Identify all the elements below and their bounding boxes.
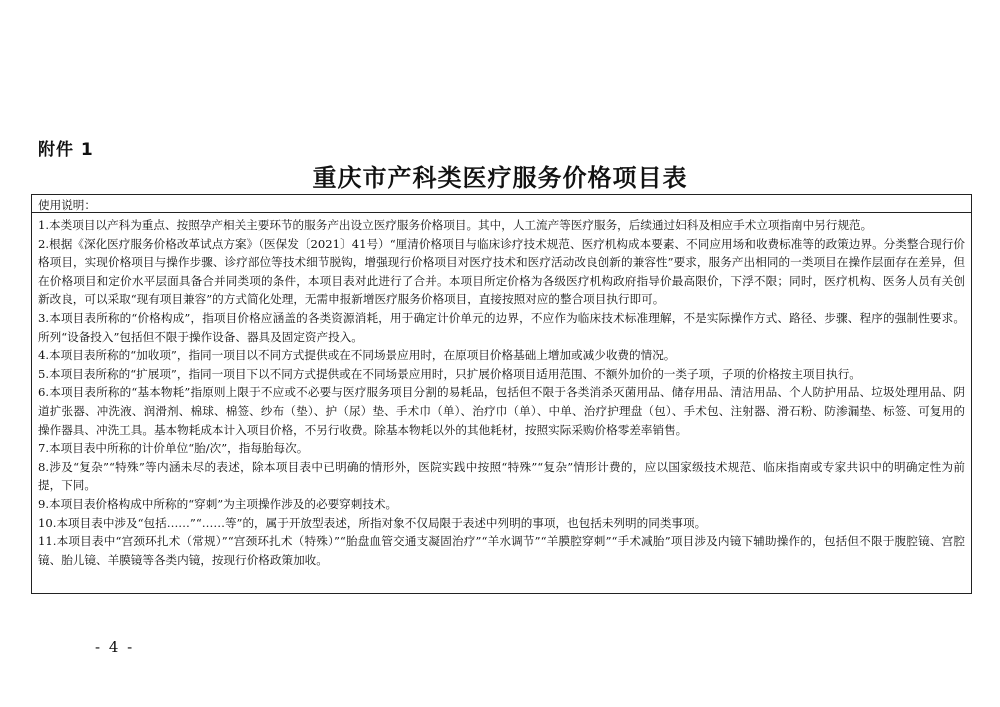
usage-notes-heading: 使用说明： — [38, 198, 96, 212]
usage-note-3: 3.本项目表所称的“价格构成”，指项目价格应涵盖的各类资源消耗，用于确定计价单元的边界，不应作为临床技术标准理解，不是实际操作方式、路径、步骤、程序的强制性要求。所列“设备投入”包括但不限于操作设备、器具及固定资产投入。 — [38, 310, 965, 344]
usage-note-1: 1.本类项目以产科为重点、按照孕产相关主要环节的服务产出设立医疗服务价格项目。其中，人工流产等医疗服务，后续通过妇科及相应手术立项指南中另行规范。 — [38, 218, 873, 232]
usage-note-6: 6.本项目表所称的“基本物耗”指原则上限于不应或不必要与医疗服务项目分割的易耗品，包括但不限于各类消杀灭菌用品、储存用品、清洁用品、个人防护用品、垃圾处理用品、阴道扩张器、冲洗液、润滑剂、棉球、棉签、纱布（垫）、护（尿）垫、手术巾（单）、治疗巾（单）、中单、治疗护理盘（包）、手术包、注射器、滑石粉、防渗漏垫、标签、可复用的操作器具、冲洗工具。基本物耗成本计入项目价格，不另行收费。除基本物耗以外的其他耗材，按照实际采购价格零差率销售。 — [38, 385, 965, 437]
usage-note-7: 7.本项目表中所称的计价单位“胎/次”，指每胎每次。 — [38, 441, 309, 456]
usage-note-5: 5.本项目表所称的“扩展项”，指同一项目下以不同方式提供或在不同场景应用时，只扩展价格项目适用范围、不额外加价的一类子项，子项的价格按主项目执行。 — [38, 366, 861, 381]
usage-note-8: 8.涉及“复杂”“特殊”等内涵未尽的表述，除本项目表中已明确的情形外，医院实践中按照“特殊”“复杂”情形计费的，应以国家级技术规范、临床指南或专家共识中的明确定性为前提，下同。 — [38, 459, 965, 493]
usage-note-4: 4.本项目表所称的“加收项”，指同一项目以不同方式提供或在不同场景应用时，在原项目价格基础上增加或减少收费的情况。 — [38, 348, 676, 363]
usage-note-11: 11.本项目表中“宫颈环扎术（常规）”“宫颈环扎术（特殊）”“胎盘血管交通支凝固治疗”“羊水调节”“羊膜腔穿刺”“手术减胎”项目涉及内镜下辅助操作的，包括但不限于腹腔镜、宫腔镜、胎儿镜、羊膜镜等各类内镜，按现行价格政策加收。 — [38, 534, 965, 567]
attachment-label: 附件 1 — [38, 140, 94, 160]
document-title: 重庆市产科类医疗服务价格项目表 — [312, 164, 688, 192]
usage-notes-box — [31, 194, 972, 594]
page-number: - 4 - — [95, 638, 135, 656]
usage-note-10: 10.本项目表中涉及“包括……”“……等”的，属于开放型表述，所指对象不仅局限于表述中列明的事项，也包括未列明的同类事项。 — [38, 515, 707, 530]
usage-note-2: 2.根据《深化医疗服务价格改革试点方案》（医保发〔2021〕41号）“厘清价格项目与临床诊疗技术规范、医疗机构成本要素、不同应用场和收费标准等的政策边界。分类整合现行价格项目，实现价格项目与操作步骤、诊疗部位等技术细节脱钩，增强现行价格项目对医疗技术和医疗活动改良创新的兼容性”要求，服务产出相同的一类项目在操作层面存在差异，但在价格项目和定价水平层面具备合并同类项的条件，本项目表对此进行了合并。本项目所定价格为各级医疗机构政府指导价最高限价，下浮不限；同时，医疗机构、医务人员有关创新改良，可以采取“现有项目兼容”的方式简化处理，无需申报新增医疗服务价格项目，直接按照对应的整合项目执行即可。 — [38, 236, 965, 307]
usage-note-9: 9.本项目表价格构成中所称的“穿刺”为主项操作涉及的必要穿刺技术。 — [38, 496, 398, 511]
